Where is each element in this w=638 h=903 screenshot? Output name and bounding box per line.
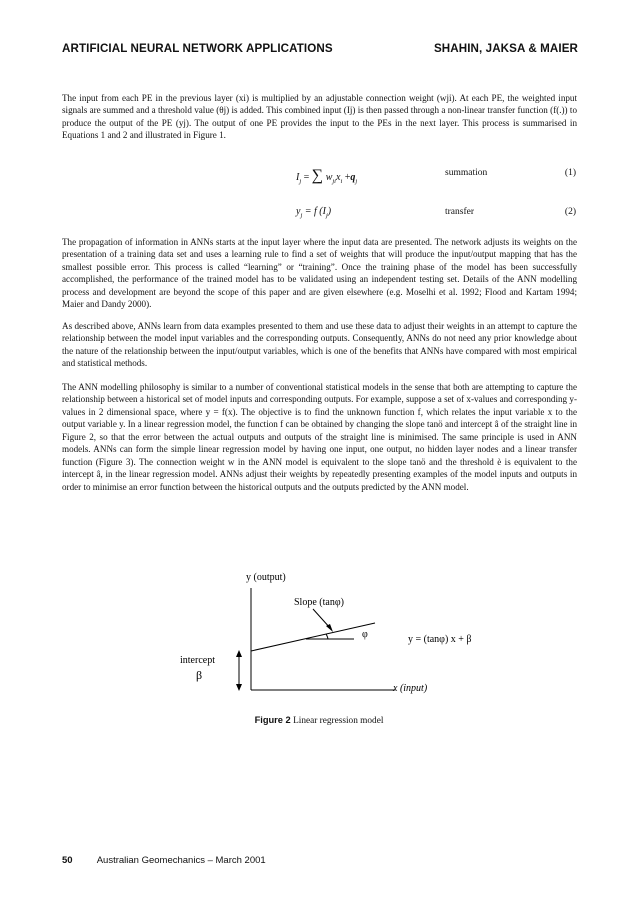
- intercept-arrowhead-bottom: [236, 684, 242, 691]
- caption-label: Figure 2: [254, 715, 291, 725]
- equation-1-label: summation: [445, 168, 488, 178]
- intercept-label: intercept: [180, 655, 215, 666]
- paragraph-4: The ANN modelling philosophy is similar to a number of conventional statistical models in the sense that both are attempting to capture the relationship between a historical set of model inputs and corresponding outputs. For example, suppose a set of x-values and corresponding y-values in 2 dimensional space, where y = f(x). The objective is to find the unknown function f, which relates the input variable x to the output variable y. In a linear regression model, the function f can be obtained by changing the slope tanö and intercept â of the straight line in Figure 2, so that the error between the actual outputs and outputs of the straight line is minimised. The same principle is used in ANN models. ANNs can form the simple linear regression model by having one input, one output, no hidden layer nodes and a linear transfer function (Figure 3). The connection weight w in the ANN model is equivalent to the slope tanö and the threshold è is equivalent to the intercept â, in the linear regression model. ANNs adjust their weights by repeatedly presenting examples of the model inputs and outputs in order to minimise an error function between the historical outputs and the outputs predicted by the ANN model.: [62, 382, 577, 492]
- equation-2: $y_j = f$ $(I_j)$: [296, 206, 332, 219]
- equation-1-number: (1): [564, 168, 576, 178]
- running-header-title: ARTIFICIAL NEURAL NETWORK APPLICATIONS: [62, 42, 333, 55]
- figure-2-caption: [0, 715, 638, 726]
- page-number: 50: [62, 855, 73, 866]
- page-footer: [62, 855, 266, 866]
- running-header-authors: SHAHIN, JAKSA & MAIER: [433, 42, 578, 55]
- equation-2-number: (2): [564, 207, 576, 217]
- line-equation: y = (tanφ) x + β: [408, 634, 472, 645]
- paragraph-2: The propagation of information in ANNs starts at the input layer where the input data are presented. The network adjusts its weights on the presentation of a training data set and uses a learning rule to find a set of weights that will produce the input/output mapping that has the smallest possible error. This process is called “learning” or “training”. Once the training phase of the model has been successfully accomplished, the performance of the trained model has to be validated using an independent testing set. Details of the ANN modelling process and development are beyond the scope of this paper and are given elsewhere (e.g. Moselhi et al. 1992; Flood and Kartam 1994; Maier and Dandy 2000).: [62, 237, 577, 310]
- x-axis-label: x (input): [393, 683, 428, 694]
- regression-line: [251, 623, 375, 651]
- journal-name: Australian Geomechanics – March 2001: [96, 855, 266, 866]
- equation-2-label: transfer: [445, 207, 475, 217]
- figure-2-linear-regression: [0, 560, 638, 710]
- caption-text: Linear regression model: [293, 716, 384, 726]
- phi-symbol: φ: [362, 629, 368, 640]
- y-axis-label: y (output): [246, 572, 286, 583]
- slope-label: Slope (tanφ): [294, 597, 344, 608]
- equation-1: $I_j$ = ∑ $w_{ji}x_i +q_j$: [296, 167, 358, 185]
- intercept-arrowhead-top: [236, 650, 242, 657]
- paragraph-1: The input from each PE in the previous layer (xi) is multiplied by an adjustable connection weight (wji). At each PE, the weighted input signals are summed and a threshold value (θj) is added. This combined input (Ij) is then passed through a non-linear transfer function (f(.)) to produce the output of the PE (yj). The output of one PE provides the input to the PEs in the next layer. This process is summarised in Equations 1 and 2 and illustrated in Figure 1.: [62, 93, 577, 141]
- angle-arc: [326, 634, 328, 639]
- paragraph-3: As described above, ANNs learn from data examples presented to them and use these data to adjust their weights in an attempt to capture the relationship between the model input variables and the corresponding outputs. Consequently, ANNs do not need any prior knowledge about the nature of the relationship between the input/output variables, which is one of the benefits that ANNs have compared with most empirical and statistical methods.: [62, 321, 577, 369]
- beta-symbol: β: [196, 668, 203, 682]
